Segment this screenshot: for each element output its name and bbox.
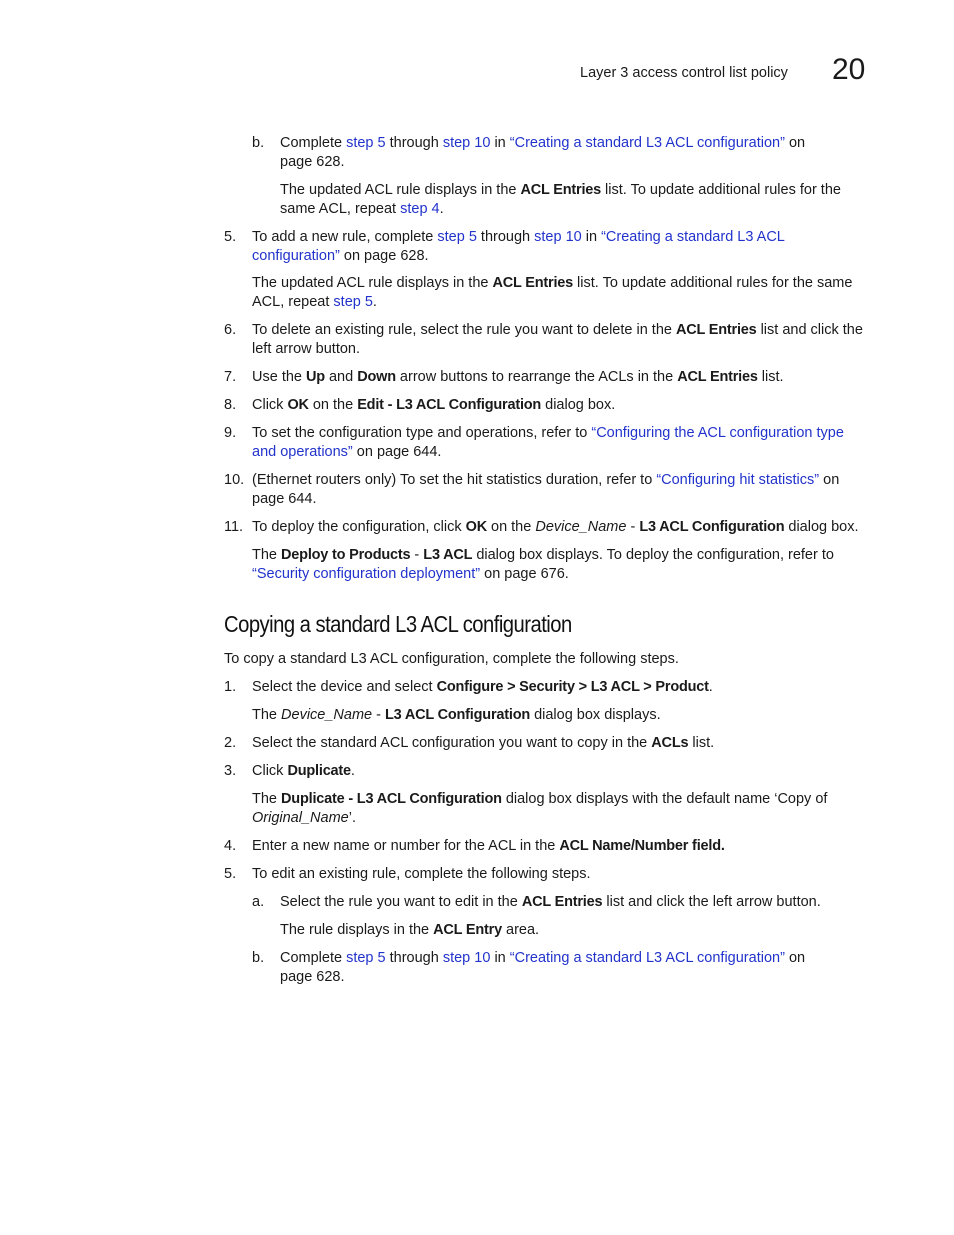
step-5-link[interactable]: step 5 — [333, 294, 373, 310]
list-marker: 11. — [224, 519, 244, 535]
list-marker: 8. — [224, 397, 237, 413]
list-marker: 4. — [224, 838, 237, 854]
paragraph: The updated ACL rule displays in the ACL Entries list. To update additional rules for the same ACL, repeat step 4. — [280, 182, 841, 217]
list-item: Use the Up and Down arrow buttons to rearrange the ACLs in the ACL Entries list. — [252, 369, 784, 385]
list-item: To delete an existing rule, select the rule you want to delete in the ACL Entries list and click the left arrow button. — [252, 322, 863, 357]
list-marker: a. — [252, 894, 265, 910]
paragraph: The Deploy to Products - L3 ACL dialog box displays. To deploy the configuration, refer to “Security configuration deployment” on page 676. — [252, 547, 834, 582]
configuring-acl-type-link[interactable]: “Configuring the ACL configuration type — [591, 425, 844, 441]
list-item: Select the device and select Configure > Security > L3 ACL > Product. — [252, 679, 713, 695]
running-header-title: Layer 3 access control list policy — [580, 65, 788, 81]
list-marker: 3. — [224, 763, 237, 779]
step-10-link[interactable]: step 10 — [442, 135, 491, 151]
step-5-link[interactable]: step 5 — [346, 135, 386, 151]
security-deployment-link[interactable]: “Security configuration deployment” — [252, 566, 481, 582]
creating-acl-link[interactable]: “Creating a standard L3 ACL — [601, 229, 785, 245]
paragraph: The Device_Name - L3 ACL Configuration dialog box displays. — [252, 707, 661, 723]
section-heading: Copying a standard L3 ACL configuration — [224, 611, 572, 637]
list-item: Select the standard ACL configuration you want to copy in the ACLs list. — [252, 735, 715, 751]
step-10-link[interactable]: step 10 — [534, 229, 582, 245]
list-item: Enter a new name or number for the ACL in the ACL Name/Number field. — [252, 838, 725, 854]
step-10-link[interactable]: step 10 — [442, 950, 491, 966]
list-marker: 2. — [224, 735, 237, 751]
list-marker: b. — [252, 135, 265, 151]
list-marker: 10. — [224, 472, 245, 488]
configuring-acl-type-link[interactable]: and operations” — [252, 444, 353, 460]
list-marker: 5. — [224, 866, 237, 882]
step-5-link[interactable]: step 5 — [437, 229, 477, 245]
list-item: Complete step 5 through step 10 in “Creating a standard L3 ACL configuration” on page 628. — [280, 950, 806, 985]
list-item: (Ethernet routers only) To set the hit statistics duration, refer to “Configuring hit statistics” on page 644. — [252, 472, 840, 507]
step-5-link[interactable]: step 5 — [346, 950, 386, 966]
list-item: Complete step 5 through step 10 in “Creating a standard L3 ACL configuration” on page 628. — [280, 135, 806, 170]
intro-paragraph: To copy a standard L3 ACL configuration, complete the following steps. — [224, 651, 679, 667]
hit-statistics-link[interactable]: “Configuring hit statistics” — [656, 472, 820, 488]
step-4-link[interactable]: step 4 — [400, 201, 440, 217]
paragraph: The updated ACL rule displays in the ACL Entries list. To update additional rules for the same ACL, repeat step 5. — [252, 275, 853, 310]
list-marker: 9. — [224, 425, 237, 441]
list-marker: 7. — [224, 369, 237, 385]
list-item: To set the configuration type and operations, refer to “Configuring the ACL configuration type and operations” on page 644. — [252, 425, 844, 460]
list-item: Click OK on the Edit - L3 ACL Configuration dialog box. — [252, 397, 616, 413]
paragraph: The rule displays in the ACL Entry area. — [280, 922, 540, 938]
creating-acl-link[interactable]: configuration” — [252, 248, 340, 264]
paragraph: The Duplicate - L3 ACL Configuration dialog box displays with the default name ‘Copy of Original_Name’. — [252, 791, 828, 826]
list-marker: 6. — [224, 322, 237, 338]
list-item: To edit an existing rule, complete the following steps. — [252, 866, 591, 882]
creating-acl-link[interactable]: “Creating a standard L3 ACL configuration” — [509, 950, 785, 966]
list-item: To add a new rule, complete step 5 through step 10 in “Creating a standard L3 ACL configuration” on page 628. — [252, 229, 785, 264]
list-marker: 5. — [224, 229, 237, 245]
list-item: Select the rule you want to edit in the ACL Entries list and click the left arrow button. — [280, 894, 821, 910]
list-item: Click Duplicate. — [252, 763, 355, 779]
creating-acl-link[interactable]: “Creating a standard L3 ACL configuration” — [509, 135, 785, 151]
list-marker: b. — [252, 950, 265, 966]
list-item: To deploy the configuration, click OK on the Device_Name - L3 ACL Configuration dialog box. — [252, 519, 859, 535]
list-marker: 1. — [224, 679, 237, 695]
chapter-number: 20 — [832, 53, 866, 86]
